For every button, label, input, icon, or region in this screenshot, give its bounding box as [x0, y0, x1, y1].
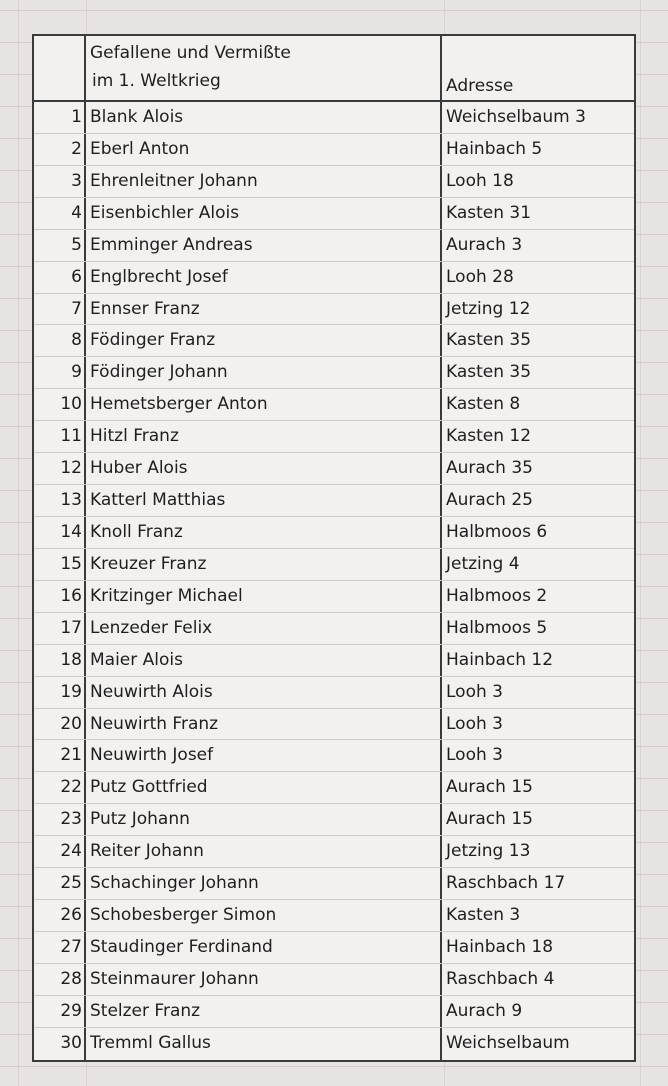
row-number: 27	[34, 932, 86, 963]
table-row	[34, 836, 634, 868]
person-name: Katterl Matthias	[86, 485, 442, 516]
table-row	[34, 421, 634, 453]
person-name: Ennser Franz	[86, 294, 442, 325]
person-name: Steinmaurer Johann	[86, 964, 442, 995]
row-number: 15	[34, 549, 86, 580]
person-name: Emminger Andreas	[86, 230, 442, 261]
table-row	[34, 230, 634, 262]
address: Aurach 25	[446, 490, 533, 511]
person-name: Blank Alois	[86, 102, 442, 133]
person-name: Hitzl Franz	[86, 421, 442, 452]
table-header-row	[34, 36, 634, 102]
person-name: Schachinger Johann	[86, 868, 442, 899]
person-name: Reiter Johann	[86, 836, 442, 867]
table-row	[34, 645, 634, 677]
row-number: 13	[34, 485, 86, 516]
header-title-line-2: im 1. Weltkrieg	[92, 71, 221, 91]
row-number: 30	[34, 1028, 86, 1060]
person-name: Englbrecht Josef	[86, 262, 442, 293]
address: Looh 3	[446, 713, 503, 734]
address: Aurach 3	[446, 234, 523, 255]
person-name: Kreuzer Franz	[86, 549, 442, 580]
table-row	[34, 1028, 634, 1060]
table-row	[34, 996, 634, 1028]
address: Jetzing 4	[446, 553, 520, 574]
address: Looh 28	[446, 266, 514, 287]
address: Halbmoos 5	[446, 617, 548, 638]
row-number: 2	[34, 134, 86, 165]
table-row	[34, 868, 634, 900]
address: Jetzing 12	[446, 298, 531, 319]
table-row	[34, 389, 634, 421]
row-number: 29	[34, 996, 86, 1027]
row-number: 3	[34, 166, 86, 197]
person-name: Neuwirth Alois	[86, 677, 442, 708]
person-name: Neuwirth Franz	[86, 709, 442, 740]
row-number: 21	[34, 740, 86, 771]
table-row	[34, 325, 634, 357]
address: Looh 3	[446, 681, 503, 702]
address: Aurach 9	[446, 1000, 523, 1021]
person-name: Tremml Gallus	[86, 1028, 442, 1060]
table-body	[34, 102, 634, 1060]
table-row	[34, 804, 634, 836]
table-row	[34, 772, 634, 804]
grid-line	[0, 10, 668, 11]
row-number: 4	[34, 198, 86, 229]
row-number: 5	[34, 230, 86, 261]
person-name: Födinger Johann	[86, 357, 442, 388]
table-row	[34, 964, 634, 996]
address: Kasten 8	[446, 394, 521, 415]
table-row	[34, 357, 634, 389]
address: Halbmoos 2	[446, 585, 548, 606]
row-number: 22	[34, 772, 86, 803]
person-name: Stelzer Franz	[86, 996, 442, 1027]
table-row	[34, 102, 634, 134]
table-row	[34, 740, 634, 772]
row-number: 25	[34, 868, 86, 899]
row-number: 28	[34, 964, 86, 995]
person-name: Huber Alois	[86, 453, 442, 484]
table-row	[34, 677, 634, 709]
row-number: 8	[34, 325, 86, 356]
table-row	[34, 134, 634, 166]
row-number: 12	[34, 453, 86, 484]
row-number: 17	[34, 613, 86, 644]
person-name: Maier Alois	[86, 645, 442, 676]
header-address-label: Adresse	[446, 76, 514, 96]
person-name: Neuwirth Josef	[86, 740, 442, 771]
row-number: 14	[34, 517, 86, 548]
table-row	[34, 900, 634, 932]
row-number: 18	[34, 645, 86, 676]
grid-line	[18, 0, 19, 1086]
row-number: 24	[34, 836, 86, 867]
table-row	[34, 932, 634, 964]
table-row	[34, 613, 634, 645]
table-row	[34, 166, 634, 198]
address: Kasten 35	[446, 362, 532, 383]
address: Kasten 12	[446, 426, 532, 447]
person-name: Staudinger Ferdinand	[86, 932, 442, 963]
address: Hainbach 12	[446, 649, 554, 670]
person-name: Putz Johann	[86, 804, 442, 835]
person-name: Schobesberger Simon	[86, 900, 442, 931]
address: Hainbach 18	[446, 936, 554, 957]
table-row	[34, 453, 634, 485]
grid-line	[0, 1066, 668, 1067]
header-number-cell	[34, 36, 86, 100]
person-name: Eberl Anton	[86, 134, 442, 165]
row-number: 16	[34, 581, 86, 612]
header-title-line-1: Gefallene und Vermißte	[90, 43, 291, 63]
row-number: 19	[34, 677, 86, 708]
grid-line	[640, 0, 641, 1086]
row-number: 10	[34, 389, 86, 420]
person-name: Lenzeder Felix	[86, 613, 442, 644]
person-name: Eisenbichler Alois	[86, 198, 442, 229]
address: Raschbach 4	[446, 968, 555, 989]
table-row	[34, 485, 634, 517]
header-address-cell	[442, 36, 634, 100]
person-name: Knoll Franz	[86, 517, 442, 548]
table-row	[34, 294, 634, 326]
address: Weichselbaum 3	[446, 107, 586, 127]
address: Halbmoos 6	[446, 521, 548, 542]
address: Looh 18	[446, 170, 514, 191]
table-row	[34, 198, 634, 230]
person-name: Födinger Franz	[86, 325, 442, 356]
row-number: 26	[34, 900, 86, 931]
row-number: 9	[34, 357, 86, 388]
address: Weichselbaum	[446, 1032, 570, 1053]
address: Kasten 35	[446, 330, 532, 351]
address: Hainbach 5	[446, 138, 543, 159]
person-name: Putz Gottfried	[86, 772, 442, 803]
person-name: Kritzinger Michael	[86, 581, 442, 612]
person-name: Hemetsberger Anton	[86, 389, 442, 420]
address: Looh 3	[446, 745, 503, 766]
address: Kasten 3	[446, 905, 521, 926]
address: Kasten 31	[446, 202, 532, 223]
address: Aurach 15	[446, 809, 533, 830]
address: Aurach 15	[446, 777, 533, 798]
row-number: 7	[34, 294, 86, 325]
address: Aurach 35	[446, 458, 533, 479]
person-name: Ehrenleitner Johann	[86, 166, 442, 197]
memorial-table	[32, 34, 636, 1062]
header-name-cell	[86, 36, 442, 100]
table-row	[34, 549, 634, 581]
table-row	[34, 262, 634, 294]
row-number: 11	[34, 421, 86, 452]
table-row	[34, 581, 634, 613]
table-row	[34, 517, 634, 549]
row-number: 1	[34, 102, 86, 133]
address: Raschbach 17	[446, 873, 566, 894]
row-number: 6	[34, 262, 86, 293]
row-number: 20	[34, 709, 86, 740]
table-row	[34, 709, 634, 741]
row-number: 23	[34, 804, 86, 835]
address: Jetzing 13	[446, 841, 531, 862]
